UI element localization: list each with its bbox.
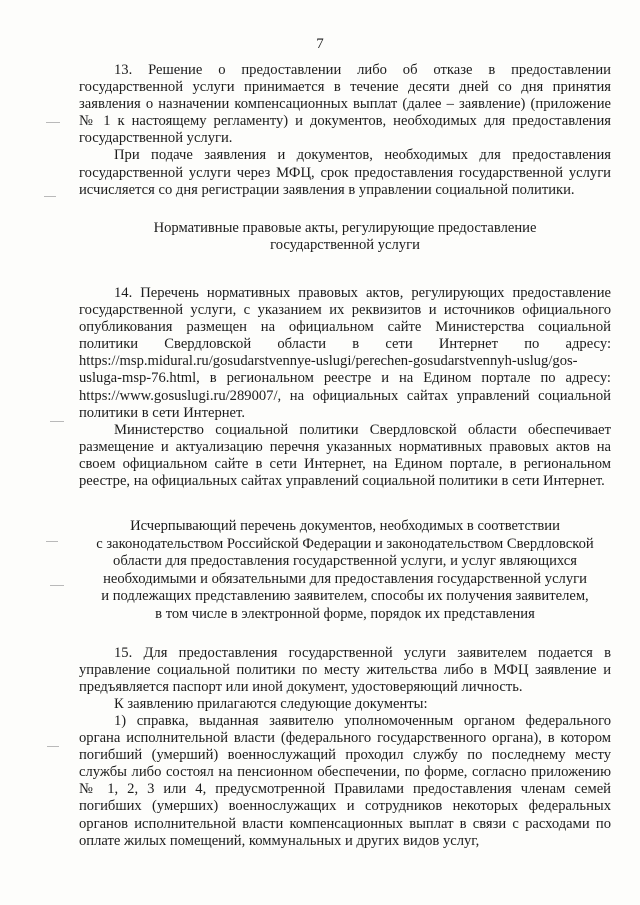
paragraph: 15. Для предоставления государственной услуги заявителем подается в управление социальной политики по месту жительства либо в МФЦ заявление и предъявляется паспорт или иной документ, удостоверяющий личность.	[79, 644, 611, 695]
document-body	[79, 62, 611, 850]
margin-mark	[46, 541, 58, 542]
paragraph: Министерство социальной политики Свердловской области обеспечивает размещение и актуализацию перечня указанных нормативных правовых актов на своем официальном сайте в сети Интернет, на Едином портале, в региональном реестре, на официальных сайтах управлений социальной политики в сети Интернет.	[79, 421, 611, 489]
margin-mark	[47, 746, 59, 747]
section-heading-line: с законодательством Российской Федерации и законодательством Свердловской	[96, 535, 594, 552]
page-number: 7	[316, 36, 324, 52]
paragraph: 13. Решение о предоставлении либо об отказе в предоставлении государственной услуги принимается в течение десяти дней со дня принятия заявления о назначении компенсационных выплат (далее – заявление) (приложение № 1 к настоящему регламенту) и документов, необходимых для предоставления государственной услуги.	[79, 62, 611, 147]
paragraph: 14. Перечень нормативных правовых актов, регулирующих предоставление государственной услуги, с указанием их реквизитов и источников официального опубликования размещен на официальном сайте Министерства социальной политики Свердловской области в сети Интернет по адресу: https://msp.midural.ru/gosudarstvennye-uslugi/perechen-gosudarstvennyh-uslug/gos-usluga-msp-76.html, в региональном реестре и на Едином портале по адресу: https://www.gosuslugi.ru/289007/, на официальных сайтах управлений социальной политики в сети Интернет.	[79, 284, 611, 421]
section-heading-line: государственной услуги	[270, 237, 420, 254]
section-heading-line: необходимыми и обязательными для предоставления государственной услуги	[103, 570, 587, 587]
margin-mark	[44, 196, 56, 197]
paragraph: При подаче заявления и документов, необходимых для предоставления государственной услуги через МФЦ, срок предоставления государственной услуги исчисляется со дня регистрации заявления в управлении социальной политики.	[79, 147, 611, 198]
paragraph: 1) справка, выданная заявителю уполномоченным органом федерального органа исполнительной власти (федерального государственного органа), в котором погибший (умерший) военнослужащий проходил службу по последнему месту службы либо состоял на пенсионном обеспечении, по форме, согласно приложению № 1, 2, 3 или 4, предусмотренной Правилами предоставления членам семей погибших (умерших) военнослужащих и сотрудников некоторых федеральных органов исполнительной власти компенсационных выплат в связи с расходами по оплате жилых помещений, коммунальных и других видов услуг,	[79, 713, 611, 849]
paragraph: К заявлению прилагаются следующие документы:	[114, 695, 428, 712]
margin-mark	[46, 122, 60, 123]
section-heading-line: Нормативные правовые акты, регулирующие предоставление	[153, 219, 537, 236]
section-heading-line: и подлежащих представлению заявителем, способы их получения заявителем,	[101, 588, 589, 605]
margin-mark	[50, 585, 64, 586]
section-heading-line: области для предоставления государственной услуги, и услуг являющихся	[113, 553, 577, 570]
margin-mark	[50, 421, 64, 422]
section-heading-line: в том числе в электронной форме, порядок их представления	[155, 606, 535, 623]
section-heading-line: Исчерпывающий перечень документов, необходимых в соответствии	[130, 518, 560, 535]
